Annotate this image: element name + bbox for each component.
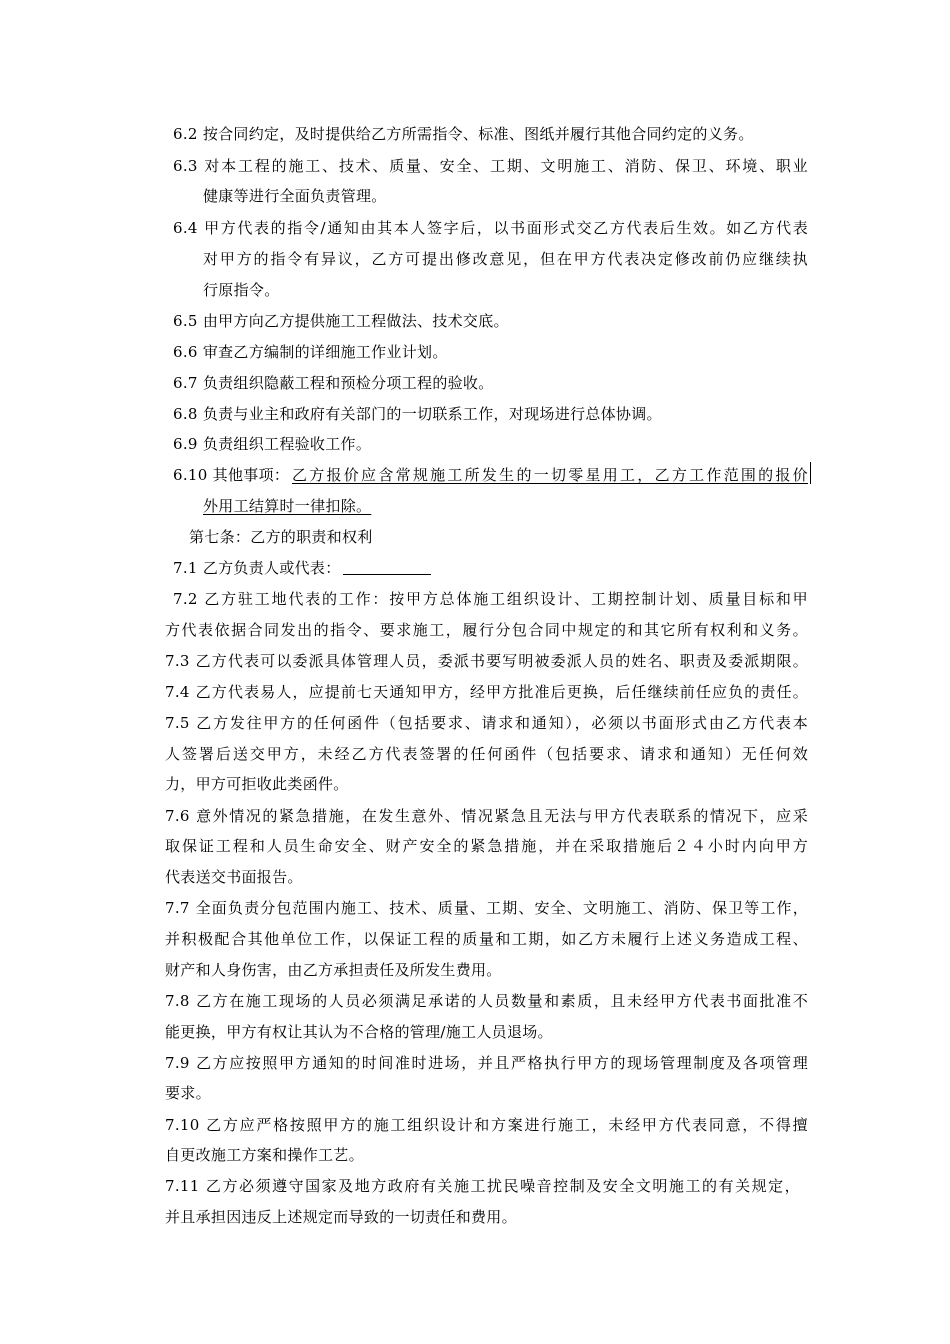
right-border-mark bbox=[810, 462, 811, 484]
clause-6-4-cont-1: 对甲方的指令有异议，乙方可提出修改意见，但在甲方代表决定修改前仍应继续执 bbox=[203, 250, 808, 268]
clause-7-10-cont: 自更改施工方案和操作工艺。 bbox=[165, 1146, 364, 1164]
clause-6-5: 6.5 由甲方向乙方提供施工工程做法、技术交底。 bbox=[173, 312, 509, 330]
clause-7-1-label: 7.1 乙方负责人或代表： bbox=[173, 559, 341, 577]
clause-6-3: 6.3 对本工程的施工、技术、质量、安全、工期、文明施工、消防、保卫、环境、职业 bbox=[173, 157, 808, 175]
clause-7-2-cont: 方代表依据合同发出的指令、要求施工，履行分包合同中规定的和其它所有权利和义务。 bbox=[165, 621, 808, 639]
clause-7-2: 7.2 乙方驻工地代表的工作：按甲方总体施工组织设计、工期控制计划、质量目标和甲 bbox=[173, 590, 808, 608]
clause-6-8: 6.8 负责与业主和政府有关部门的一切联系工作，对现场进行总体协调。 bbox=[173, 405, 662, 423]
clause-6-10-label: 6.10 其他事项： bbox=[173, 466, 290, 484]
clause-7-5-cont-1: 人签署后送交甲方，未经乙方代表签署的任何函件（包括要求、请求和通知）无任何效 bbox=[165, 745, 808, 763]
clause-7-6-cont-1: 取保证工程和人员生命安全、财产安全的紧急措施，并在采取措施后２４小时内向甲方 bbox=[165, 837, 808, 855]
clause-7-6-cont-2: 代表送交书面报告。 bbox=[165, 868, 303, 886]
clause-6-3-cont: 健康等进行全面负责管理。 bbox=[203, 187, 387, 205]
clause-7-7: 7.7 全面负责分包范围内施工、技术、质量、工期、安全、文明施工、消防、保卫等工作， bbox=[165, 899, 808, 917]
clause-7-3: 7.3 乙方代表可以委派具体管理人员，委派书要写明被委派人员的姓名、职责及委派期限。 bbox=[165, 652, 808, 670]
clause-7-11-cont: 并且承担因违反上述规定而导致的一切责任和费用。 bbox=[165, 1208, 517, 1226]
clause-7-6: 7.6 意外情况的紧急措施，在发生意外、情况紧急且无法与甲方代表联系的情况下，应采 bbox=[165, 807, 808, 825]
clause-7-1-blank bbox=[343, 559, 431, 575]
clause-7-8: 7.8 乙方在施工现场的人员必须满足承诺的人员数量和素质，且未经甲方代表书面批准不 bbox=[165, 992, 808, 1010]
clause-6-10-text: 乙方报价应含常规施工所发生的一切零星用工，乙方工作范围的报价 bbox=[292, 466, 808, 484]
clause-6-4: 6.4 甲方代表的指令/通知由其本人签字后，以书面形式交乙方代表后生效。如乙方代表 bbox=[173, 219, 808, 237]
clause-6-9: 6.9 负责组织工程验收工作。 bbox=[173, 435, 372, 453]
clause-7-7-cont-2: 财产和人身伤害，由乙方承担责任及所发生费用。 bbox=[165, 961, 502, 979]
clause-6-6: 6.6 审查乙方编制的详细施工作业计划。 bbox=[173, 343, 448, 361]
clause-7-1 bbox=[173, 558, 431, 578]
article-7-heading: 第七条：乙方的职责和权利 bbox=[189, 528, 373, 546]
clause-7-5-cont-2: 力，甲方可拒收此类函件。 bbox=[165, 775, 349, 793]
clause-7-10: 7.10 乙方应严格按照甲方的施工组织设计和方案进行施工，未经甲方代表同意，不得擅 bbox=[165, 1116, 808, 1134]
clause-7-9: 7.9 乙方应按照甲方通知的时间准时进场，并且严格执行甲方的现场管理制度及各项管理 bbox=[165, 1054, 808, 1072]
clause-7-8-cont: 能更换，甲方有权让其认为不合格的管理/施工人员退场。 bbox=[165, 1023, 553, 1041]
clause-7-4: 7.4 乙方代表易人，应提前七天通知甲方，经甲方批准后更换，后任继续前任应负的责任。 bbox=[165, 683, 808, 701]
clause-6-4-cont-2: 行原指令。 bbox=[203, 281, 280, 299]
clause-7-11: 7.11 乙方必须遵守国家及地方政府有关施工扰民噪音控制及安全文明施工的有关规定， bbox=[165, 1177, 800, 1195]
clause-7-7-cont-1: 并积极配合其他单位工作，以保证工程的质量和工期，如乙方未履行上述义务造成工程、 bbox=[165, 930, 808, 948]
clause-7-5: 7.5 乙方发往甲方的任何函件（包括要求、请求和通知），必须以书面形式由乙方代表本 bbox=[165, 714, 808, 732]
clause-6-2: 6.2 按合同约定，及时提供给乙方所需指令、标准、图纸并履行其他合同约定的义务。 bbox=[173, 125, 754, 143]
clause-6-10-cont: 外用工结算时一律扣除。 bbox=[203, 497, 372, 515]
clause-7-9-cont: 要求。 bbox=[165, 1084, 211, 1102]
clause-6-7: 6.7 负责组织隐蔽工程和预检分项工程的验收。 bbox=[173, 374, 494, 392]
